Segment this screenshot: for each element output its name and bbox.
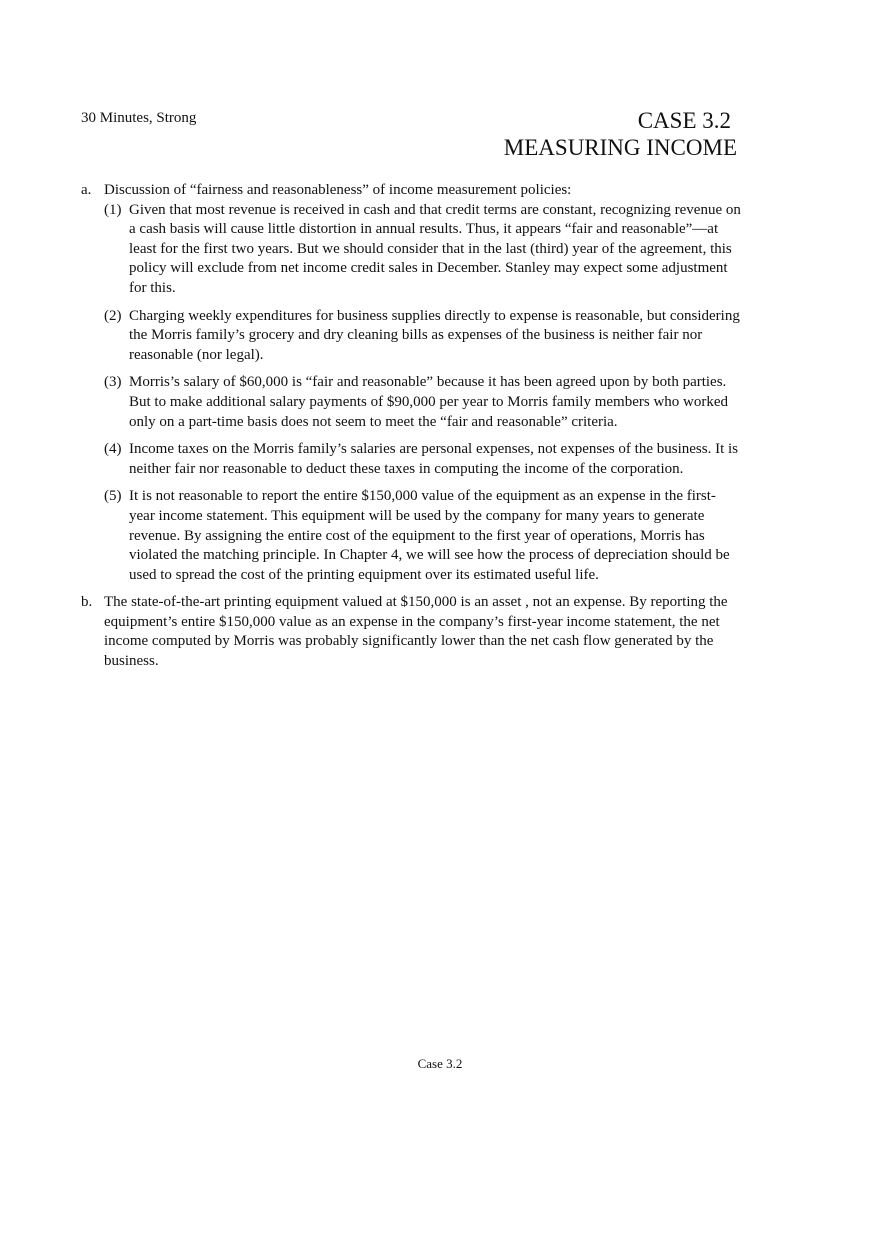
item-number: (3) (104, 374, 122, 391)
case-title: CASE 3.2 (637, 108, 731, 133)
list-item (104, 373, 741, 432)
item-number: (2) (104, 307, 122, 324)
part-a-letter: a. (81, 182, 92, 198)
item-text: Morris’s salary of $60,000 is “fair and reasonable” because it has been agreed upon by both parties. But to make additional salary payments of $90,000 per year to Morris family members who worked only on a part-time basis does not seem to meet the “fair and reasonable” criteria. (129, 374, 729, 430)
item-text: It is not reasonable to report the entire $150,000 value of the equipment as an expense in the first-year income statement. This equipment will be used by the company for many years to generate revenue. By assigning the entire cost of the equipment to the first year of operations, Morris has violated the matching principle. In Chapter 4, we will see how the process of depreciation should be used to spread the cost of the printing equipment over its estimated useful life. (129, 488, 730, 583)
list-item (104, 201, 741, 299)
list-item (104, 440, 741, 479)
part-a-intro: Discussion of “fairness and reasonableness” of income measurement policies: (104, 182, 572, 198)
item-text: Charging weekly expenditures for business supplies directly to expense is reasonable, but considering the Morris family’s grocery and dry cleaning bills as expenses of the business is neither fair nor reasonable (nor legal). (129, 307, 740, 363)
part-a (81, 181, 741, 585)
item-text: Income taxes on the Morris family’s salaries are personal expenses, not expenses of the business. It is neither fair nor reasonable to deduct these taxes in computing the income of the corporation. (129, 441, 739, 477)
item-number: (1) (104, 201, 122, 218)
case-subtitle: MEASURING INCOME (503, 135, 737, 160)
part-b-text: The state-of-the-art printing equipment valued at $150,000 is an asset , not an expense. By reporting the equipment’s entire $150,000 value as an expense in the company’s first-year income statement, the net income computed by Morris was probably significantly lower than the net cash flow generated by the business. (104, 594, 728, 670)
item-text: Given that most revenue is received in cash and that credit terms are constant, recognizing revenue on a cash basis will cause little distortion in annual results. Thus, it appears “fair and reasonable”—at least for the first two years. But we should consider that in the last (third) year of the agreement, this policy will exclude from net income credit sales in December. Stanley may expect some adjustment for this. (129, 201, 741, 296)
list-item (104, 307, 741, 366)
part-a-items (104, 201, 741, 586)
time-difficulty-label: 30 Minutes, Strong (81, 110, 197, 126)
item-number: (5) (104, 488, 122, 505)
part-b (81, 593, 741, 671)
page-footer: Case 3.2 (417, 1056, 463, 1071)
list-item (104, 487, 741, 585)
part-b-letter: b. (81, 594, 93, 611)
part-a-content (104, 181, 741, 585)
item-number: (4) (104, 441, 122, 458)
case-body (81, 181, 741, 672)
